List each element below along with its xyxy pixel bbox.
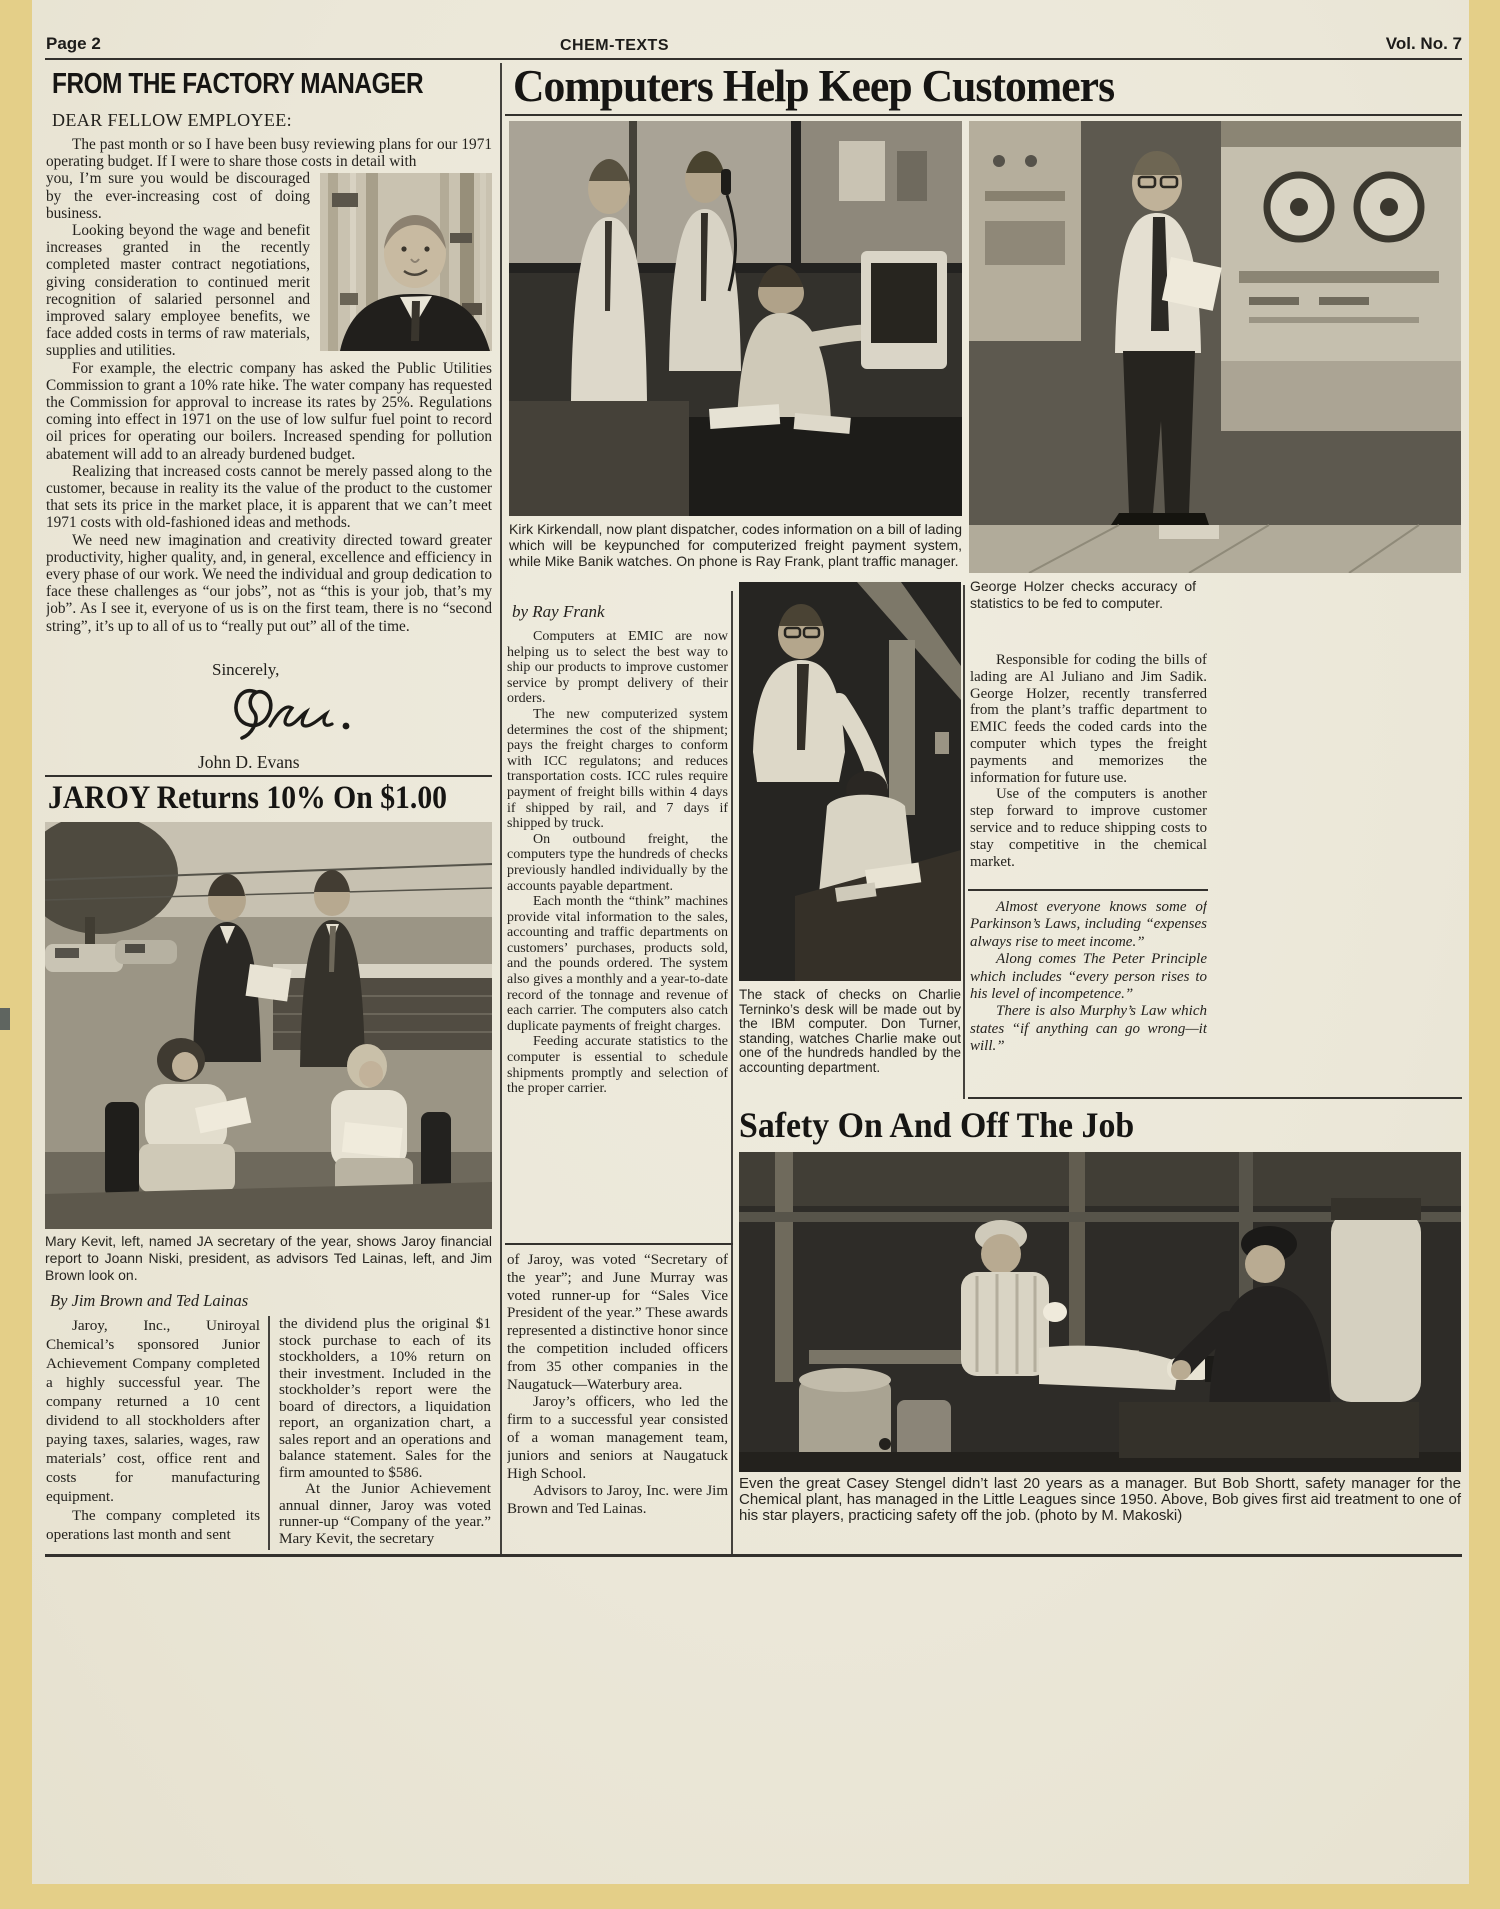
photo-george-holzer (969, 121, 1461, 573)
letter-paragraph: For example, the electric company has asked the Public Utilities Commission to grant a 10% rate hike. The water company has requested the Commission for approval to increase its rates by 25%. Regulations coming into effect in 1971 on the use of low sulfur fuel point to record oil prices for operating our boilers. Increased spending for pollution abatement will add to an already burdened budget. (46, 359, 492, 463)
letter-paragraph: Looking beyond the wage and benefit increases granted in the recently completed master contract negotiations, giving consideration to continued merit recognition of salaried personnel and improved salary employee benefits, we face added costs in terms of raw materials, supplies and utilities. (46, 222, 310, 360)
jaroy-continued-rule (505, 1243, 733, 1245)
computers-paragraph: Feeding accurate statistics to the computer is essential to schedule shipments promptly and selection of the proper carrier. (507, 1034, 728, 1097)
jaroy-continued-column (507, 1252, 728, 1552)
letter-salutation: DEAR FELLOW EMPLOYEE: (52, 110, 293, 130)
kirk-photo-art (509, 121, 962, 516)
computers-column (507, 629, 728, 1239)
jaroy-headline: JAROY Returns 10% On $1.00 (48, 780, 448, 816)
computers-paragraph: On outbound freight, the computers type the hundreds of checks previously handled individually by the accounts payable department. (507, 831, 728, 894)
factory-manager-headline: FROM THE FACTORY MANAGER (52, 68, 424, 100)
right-column-text (970, 652, 1207, 888)
jaroy-continued-paragraph: Jaroy’s officers, who led the firm to a successful year consisted of a woman management team, juniors and seniors at Naugatuck High School. (507, 1394, 728, 1482)
letter-wrap (46, 170, 492, 359)
photo-dugout-first-aid (739, 1152, 1461, 1472)
photo-kirk-kirkendall (509, 121, 962, 516)
evans-signature (222, 676, 362, 750)
computers-headline-rule (505, 114, 1462, 116)
jaroy-paragraph: the dividend plus the original $1 stock purchase to each of its stockholders, a 10% return on their investment. Included in the stockholder’s report were the board of directors, a liquidation report, an organization chart, a sales report and an operations and balance statement. Sales for the firm amounted to $586. (279, 1316, 491, 1481)
safety-photo-caption: Even the great Casey Stengel didn’t last 20 years as a manager. But Bob Shortt, safety manager for the Chemical plant, has managed in the Little Leagues since 1950. Above, Bob gives first aid treatment to one of his star players, practicing safety off the job. (photo by M. Makoski) (739, 1475, 1461, 1524)
column-rule-left (500, 63, 502, 1556)
computers-paragraph: Computers at EMIC are now helping us to select the best way to ship our products to improve customer service by prompt delivery of their orders. (507, 629, 728, 707)
photo-john-evans-portrait (320, 173, 492, 351)
right-paragraph: Responsible for coding the bills of lading are Al Juliano and Jim Sadik. George Holzer, recently transferred from the plant’s traffic department to EMIC feeds the coded cards into the computer which types the freight payments and memorizes the information for future use. (970, 652, 1207, 786)
jaroy-paragraph: At the Junior Achievement annual dinner, Jaroy was voted runner-up “Company of the year.” Mary Kevit, the secretary (279, 1480, 491, 1547)
letter-paragraph: We need new imagination and creativity directed toward greater productivity, higher quality, and, in general, excellence and efficiency in every phase of our work. We need the individual and group dedication to face these challenges as “our jobs”, not as “this is your job, that’s my job”. As I see it, everyone of us is on the first team, there is no “second string”, it’s up to all of us to “really put out” all of the time. (46, 531, 492, 635)
jaroy-column-1 (46, 1316, 260, 1550)
holzer-photo-art (969, 121, 1461, 573)
jaroy-paragraph: The company completed its operations last month and sent (46, 1507, 260, 1543)
safety-top-rule (968, 1097, 1462, 1099)
quotes-top-rule (968, 889, 1208, 891)
column-rule-right (963, 585, 965, 1099)
computers-paragraph: The new computerized system determines the cost of the shipment; pays the freight charges to conform with ICC regulatons; and reduces transportation costs. ICC rules require payment of freight bills within 4 days if shipped by rail, and 7 days if shipped by truck. (507, 706, 728, 832)
kirk-photo-caption: Kirk Kirkendall, now plant dispatcher, codes information on a bill of lading which will be keypunched for computerized freight payment system, while Mike Banik watches. On phone is Ray Frank, plant traffic manager. (509, 521, 962, 569)
jaroy-photo-art (45, 822, 492, 1229)
photo-jaroy-group (45, 822, 492, 1229)
letter-body (46, 136, 492, 660)
letter-paragraph: you, I’m sure you would be discouraged by the ever-increasing cost of doing business. (46, 170, 310, 222)
humor-quotes-block (970, 899, 1207, 1095)
safety-photo-art (739, 1152, 1461, 1472)
quote-paragraph: There is also Murphy’s Law which states “if anything can go wrong—it will.” (970, 1003, 1207, 1055)
scan-edge-mark (0, 1008, 10, 1030)
computers-headline: Computers Help Keep Customers (513, 61, 1115, 111)
computers-paragraph: Each month the “think” machines provide vital information to the sales, accounting and traffic departments on customers’ purchases, products sold, and the pounds ordered. The system also gives a monthly and a year-to-date record of the tonnage and revenue of each carrier. The computers also catch duplicate payments of freight charges. (507, 894, 728, 1034)
right-paragraph: Use of the computers is another step forward to improve customer service and to reduce shipping costs to stay competitive in the chemical market. (970, 786, 1207, 870)
jaroy-paragraph: Jaroy, Inc., Uniroyal Chemical’s sponsored Junior Achievement Company completed a highly successful year. The company returned a 10 cent dividend to all stockholders after paying taxes, salaries, wages, raw materials’ cost, office rent and costs for manufacturing equipment. (46, 1317, 260, 1505)
terninko-photo-art (739, 582, 961, 981)
letter-paragraph: Realizing that increased costs cannot be merely passed along to the customer, because in reality its the value of the product to the customer that sets its price in the market place, it is apparent that we can’t meet 1971 costs with old-fashioned ideas and methods. (46, 462, 492, 532)
page-bottom-rule (45, 1554, 1462, 1557)
jaroy-top-rule (45, 775, 492, 777)
holzer-photo-caption: George Holzer checks accuracy of statistics to be fed to computer. (970, 578, 1196, 611)
quote-paragraph: Almost everyone knows some of Parkinson’s Laws, including “expenses always rise to meet income.” (970, 899, 1207, 950)
masthead: CHEM-TEXTS (560, 37, 669, 54)
volume-label: Vol. No. 7 (1385, 34, 1462, 53)
letter-closing: Sincerely, (212, 660, 280, 679)
jaroy-column-divider (268, 1316, 270, 1550)
quote-paragraph: Along comes The Peter Principle which includes “every person rises to his level of incompetence.” (970, 951, 1207, 1003)
column-rule-middle (731, 591, 733, 1556)
jaroy-continued-paragraph: of Jaroy, was voted “Secretary of the year”; and June Murray was voted runner-up for “Sales Vice President of the year.” These awards represented a distinctive honor since the competition included officers from 35 other companies in the Naugatuck—Waterbury area. (507, 1252, 728, 1393)
letter-paragraph: The past month or so I have been busy reviewing plans for our 1971 operating budget. If I were to share those costs in detail with (46, 136, 492, 171)
safety-headline: Safety On And Off The Job (739, 1105, 1135, 1145)
jaroy-continued-paragraph: Advisors to Jaroy, Inc. were Jim Brown and Ted Lainas. (507, 1483, 728, 1518)
jaroy-byline: By Jim Brown and Ted Lainas (50, 1291, 249, 1310)
page-number: Page 2 (46, 34, 101, 53)
jaroy-photo-caption: Mary Kevit, left, named JA secretary of the year, shows Jaroy financial report to Joann Niski, president, as advisors Ted Lainas, left, and Jim Brown look on. (45, 1233, 492, 1283)
jaroy-column-2 (279, 1316, 491, 1550)
letter-signer: John D. Evans (198, 752, 300, 772)
computers-byline: by Ray Frank (512, 602, 605, 621)
evans-portrait-art (320, 173, 492, 351)
photo-terninko-turner (739, 582, 961, 981)
terninko-photo-caption: The stack of checks on Charlie Terninko’s desk will be made out by the IBM computer. Don Turner, standing, watches Charlie make out one of the hundreds handled by the accounting department. (739, 987, 961, 1075)
